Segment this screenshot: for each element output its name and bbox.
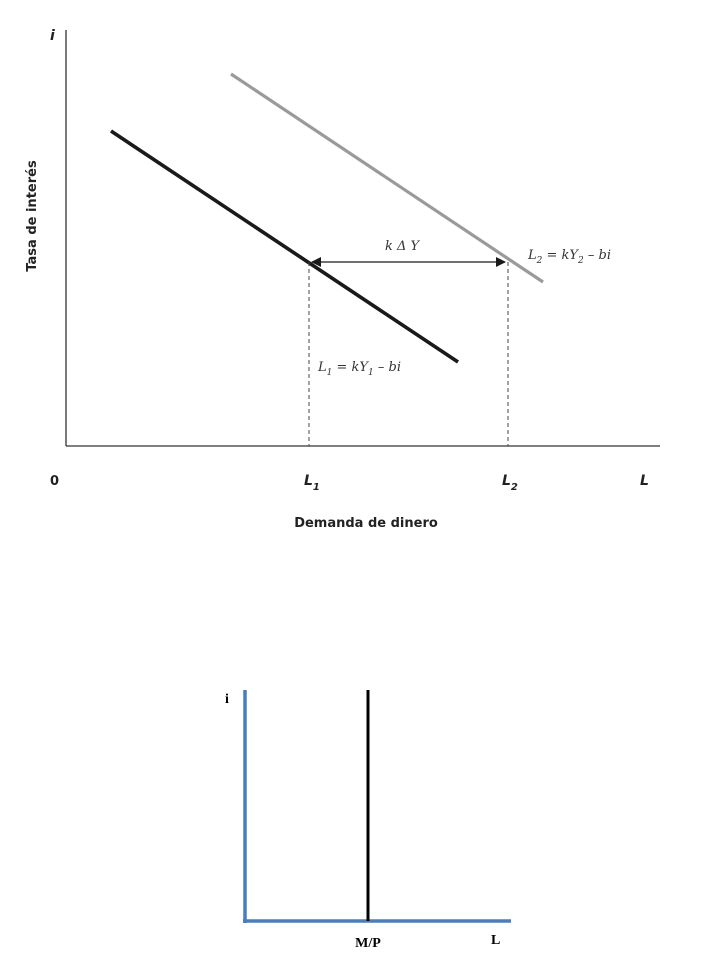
tick-l1: $L_1$ xyxy=(304,473,320,493)
origin-label: 0 xyxy=(50,474,60,489)
top-y-axis-title: Tasa de interés xyxy=(25,160,40,272)
top-x-axis-symbol: L xyxy=(640,473,649,489)
top-diagram xyxy=(25,28,660,531)
bottom-x-axis-symbol: L xyxy=(491,933,501,948)
tick-l2: $L_2$ xyxy=(502,473,518,493)
curve-l1-equation: $L_1 = kY_1$ – bi xyxy=(318,360,401,378)
bottom-diagram xyxy=(225,690,511,951)
curve-l2-equation: $L_2 = kY_2$ – bi xyxy=(528,248,611,266)
shift-label: k Δ Y xyxy=(385,239,420,254)
top-x-axis-title: Demanda de dinero xyxy=(294,516,438,531)
top-y-axis-symbol: i xyxy=(50,28,55,44)
money-supply-label: M/P xyxy=(355,936,381,951)
bottom-y-axis-symbol: i xyxy=(225,692,229,707)
